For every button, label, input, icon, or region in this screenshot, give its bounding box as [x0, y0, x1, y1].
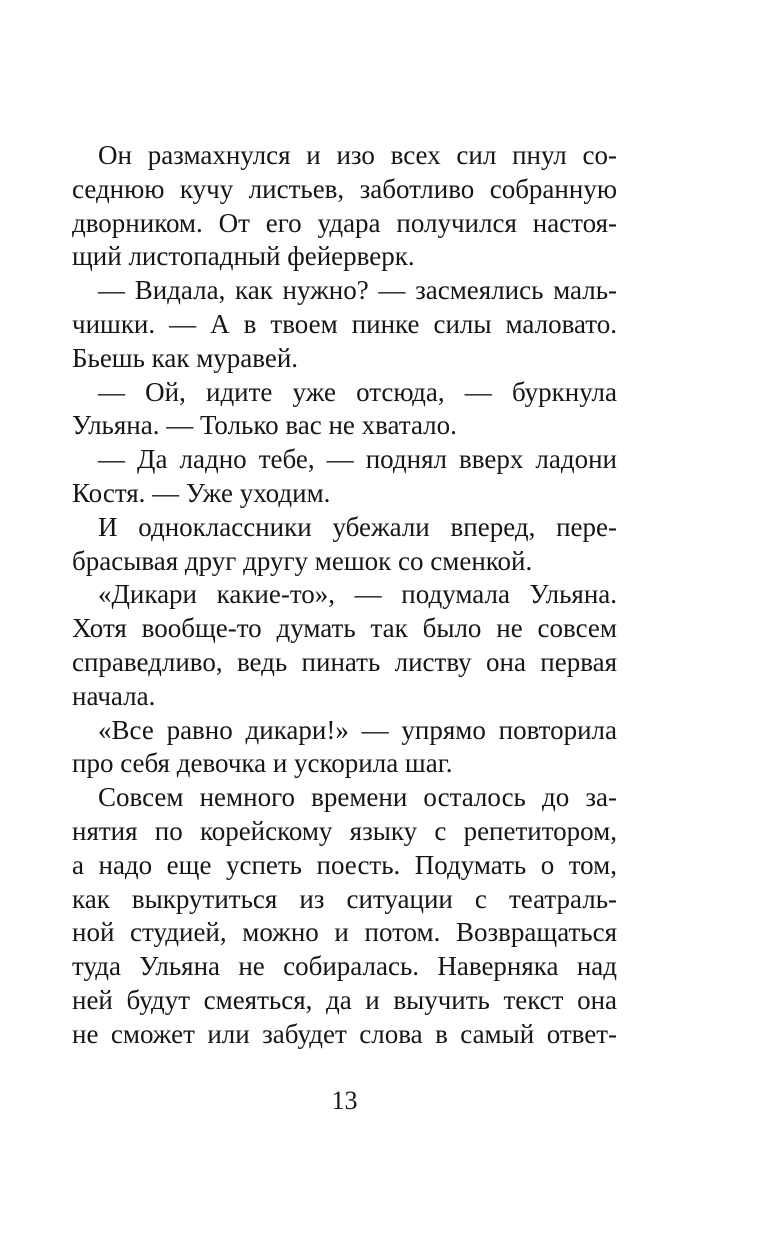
- text-line: седнюю кучу листьев, заботливо собранную: [72, 173, 617, 204]
- text-line: «Все равно дикари!» — упрямо повторила: [98, 714, 617, 745]
- text-line: Ульяна. — Только вас не хватало.: [72, 410, 457, 441]
- text-line: начала.: [72, 680, 156, 711]
- text-line: брасывая друг другу мешок со сменкой.: [72, 545, 533, 576]
- text-line: ней будут смеяться, да и выучить текст она: [72, 984, 617, 1015]
- text-line: — Видала, как нужно? — засмеялись маль-: [98, 275, 617, 306]
- text-line: «Дикари какие-то», — подумала Ульяна.: [98, 579, 617, 610]
- paragraph: [72, 714, 617, 782]
- paragraph: [72, 274, 617, 375]
- paragraph: [72, 511, 617, 579]
- text-line: а надо еще успеть поесть. Подумать о том,: [72, 849, 617, 880]
- text-line: Хотя вообще-то думать так было не совсем: [72, 613, 617, 644]
- text-line: не сможет или забудет слова в самый ответ-: [72, 1018, 617, 1049]
- text-line: чишки. — А в твоем пинке силы маловато.: [72, 308, 617, 339]
- paragraph: [72, 376, 617, 444]
- text-line: Совсем немного времени осталось до за-: [98, 782, 617, 813]
- paragraph: [72, 443, 617, 511]
- text-block: [72, 139, 617, 1052]
- text-line: справедливо, ведь пинать листву она первая: [72, 646, 617, 677]
- text-line: туда Ульяна не собиралась. Наверняка над: [72, 951, 617, 982]
- text-line: Он размахнулся и изо всех сил пнул со-: [98, 140, 617, 170]
- text-line: как выкрутиться из ситуации с театраль-: [72, 883, 617, 914]
- text-line: — Да ладно тебе, — поднял вверх ладони: [98, 444, 617, 475]
- text-line: нятия по корейскому языку с репетитором,: [72, 815, 617, 846]
- text-line: дворником. От его удара получился настоя-: [72, 207, 617, 238]
- text-line: ной студией, можно и потом. Возвращаться: [72, 917, 617, 948]
- text-line: Костя. — Уже уходим.: [72, 477, 331, 508]
- page-number: 13: [331, 1086, 358, 1115]
- text-line: щий листопадный фейерверк.: [72, 241, 415, 272]
- text-line: — Ой, идите уже отсюда, — буркнула: [98, 376, 617, 407]
- paragraph: [72, 781, 617, 1051]
- text-line: про себя девочка и ускорила шаг.: [72, 748, 453, 779]
- text-line: Бьешь как муравей.: [72, 342, 299, 373]
- text-line: И одноклассники убежали вперед, пере-: [98, 511, 617, 542]
- paragraph: [72, 139, 617, 274]
- paragraph: [72, 578, 617, 713]
